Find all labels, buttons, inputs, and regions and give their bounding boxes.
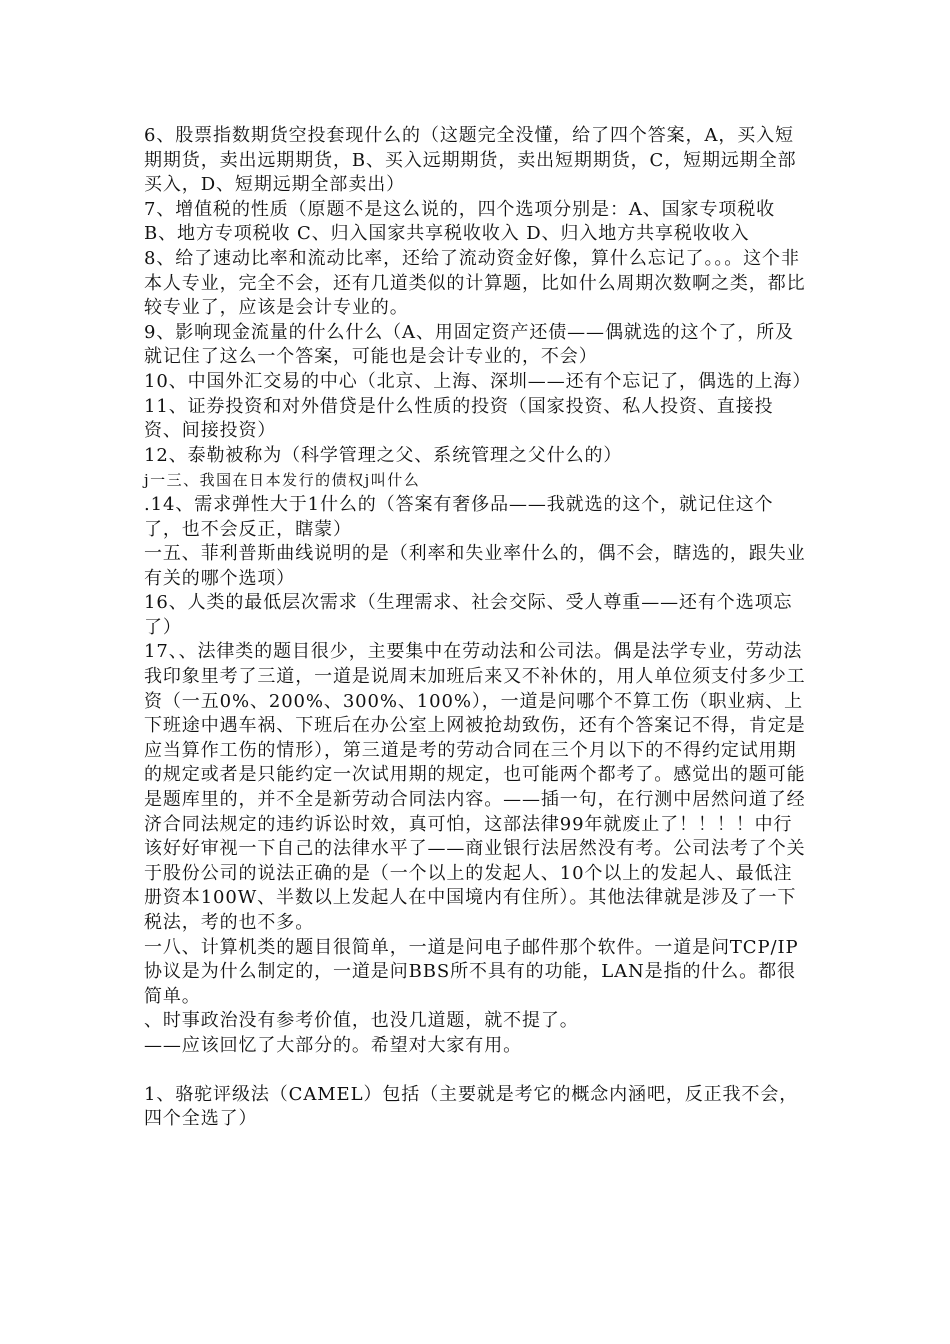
question-7: 7、增值税的性质（原题不是这么说的，四个选项分别是：A、国家专项税收 B、地方专项税收 C、归入国家共享税收收入 D、归入地方共享税收收入	[144, 198, 782, 245]
question-6: 6、股票指数期货空投套现什么的（这题完全没懂，给了四个答案，A，买入短期期货，卖出远期期货，B、买入远期期货，卖出短期期货，C，短期远期全部买入，D、短期远期全部卖出）	[144, 125, 797, 196]
question-16: 16、人类的最低层次需求（生理需求、社会交际、受人尊重——还有个选项忘了）	[144, 592, 793, 638]
question-13: j一三、我国在日本发行的债权j叫什么	[144, 471, 421, 490]
current-affairs-note: 、时事政治没有参考价值，也没几道题，就不提了。	[144, 1010, 579, 1032]
closing-note: ——应该回忆了大部分的。希望对大家有用。	[144, 1034, 522, 1056]
question-17-law: 17、、法律类的题目很少，主要集中在劳动法和公司法。偶是法学专业，劳动法我印象里考了三道，一道是说周末加班后来又不补休的，用人单位须支付多少工资（一五0%、200%、300%、100%），一道是问哪个不算工伤（职业病、上下班途中遇车祸、下班后在办公室上网被抢劫致伤，还有个答案记不得，肯定是应当算作工伤的情形），第三道是考的劳动合同在三个月以下的不得约定试用期的规定或者是只能约定一次试用期的规定，也可能两个都考了。感觉出的题可能是题库里的，并不全是新劳动合同法内容。——插一句，在行测中居然问道了经济合同法规定的违约诉讼时效，真可怕，这部法律99年就废止了！！！！中行该好好审视一下自己的法律水平了——商业银行法居然没有考。公司法考了个关于股份公司的说法正确的是（一个以上的发起人、10个以上的发起人、最低注册资本100W、半数以上发起人在中国境内有住所）。其他法律就是涉及了一下税法，考的也不多。	[144, 641, 806, 933]
question-18-computer: 一八、计算机类的题目很简单，一道是问电子邮件那个软件。一道是问TCP/IP协议是为什么制定的，一道是问BBS所不具有的功能，LAN是指的什么。都很简单。	[144, 936, 799, 1007]
question-15: 一五、菲利普斯曲线说明的是（利率和失业率什么的，偶不会，瞎选的，跟失业有关的哪个选项）	[144, 543, 806, 589]
question-8: 8、给了速动比率和流动比率，还给了流动资金好像，算什么忘记了。。。这个非本人专业，完全不会，还有几道类似的计算题，比如什么周期次数啊之类，都比较专业了，应该是会计专业的。	[144, 247, 806, 319]
question-9: 9、影响现金流量的什么什么（A、用固定资产还债——偶就选的这个了，所及就记住了这么一个答案，可能也是会计专业的，不会）	[144, 321, 794, 368]
question-11: 11、证券投资和对外借贷是什么性质的投资（国家投资、私人投资、直接投资、间接投资）	[144, 395, 774, 442]
paragraph-gap	[144, 1059, 810, 1083]
document-body	[144, 124, 810, 1132]
question-12: 12、泰勒被称为（科学管理之父、系统管理之父什么的）	[144, 444, 623, 466]
question-14: .14、需求弹性大于1什么的（答案有奢侈品——我就选的这个，就记住这个了，也不会反正，瞎蒙）	[144, 493, 774, 540]
question-10: 10、中国外汇交易的中心（北京、上海、深圳——还有个忘记了，偶选的上海）	[144, 370, 812, 392]
camel-question: 1、骆驼评级法（CAMEL）包括（主要就是考它的概念内涵吧，反正我不会，四个全选了）	[144, 1083, 799, 1130]
